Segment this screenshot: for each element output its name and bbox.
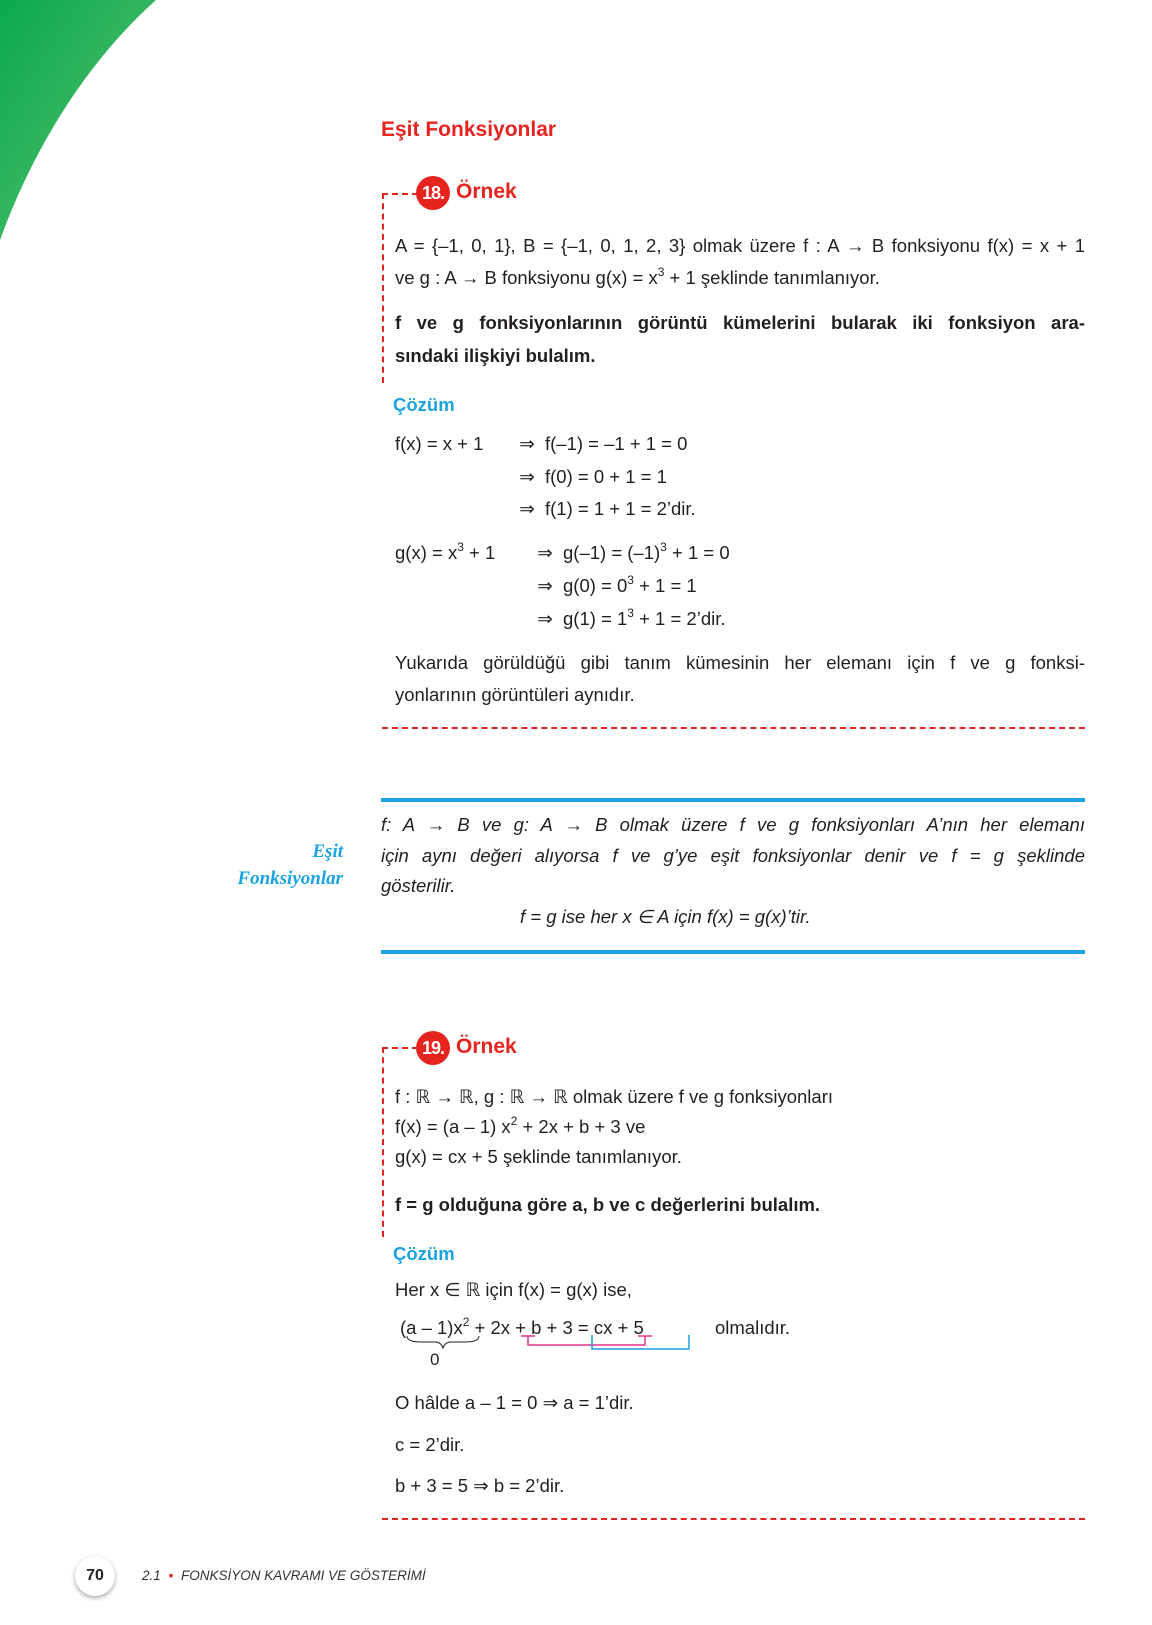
g-row	[527, 542, 730, 564]
implies-icon: ⇒	[519, 466, 535, 487]
f-row	[509, 466, 667, 488]
equation-suffix: olmalıdır.	[715, 1317, 791, 1338]
text: + 2x + b + 3 = cx + 5	[469, 1317, 644, 1338]
bullet-icon: •	[168, 1568, 174, 1583]
solution-label: Çözüm	[393, 394, 455, 415]
exponent: 3	[457, 540, 464, 554]
term-matching-brackets	[395, 1335, 715, 1365]
page-number: 70	[86, 1567, 104, 1584]
example-number-badge: 19.	[416, 1031, 450, 1065]
f-row	[509, 433, 687, 455]
exponent: 3	[660, 540, 667, 554]
text: + 1 = 2’dir.	[633, 608, 726, 629]
question-text: f ve g fonksiyonlarının görüntü kümelerini bularak iki fonksiyon ara-	[395, 312, 1085, 333]
definition-text: için aynı değeri alıyorsa f ve g’ye eşit fonksiyonlar denir ve f = g şeklinde	[381, 845, 1085, 866]
exponent: 3	[657, 265, 665, 279]
text: + 1 şeklinde tanımlanıyor.	[664, 267, 880, 288]
side-label: Eşit	[312, 841, 343, 862]
definition-text: f: A → B ve g: A → B olmak üzere f ve g fonksiyonları A’nın her elemanı	[381, 814, 1085, 835]
solution-step: O hâlde a – 1 = 0 ⇒ a = 1’dir.	[395, 1392, 634, 1413]
example-18-header	[416, 176, 517, 210]
text: f(–1) = –1 + 1 = 0	[545, 433, 688, 454]
solution-step: Her x ∈ ℝ için f(x) = g(x) ise,	[395, 1279, 632, 1300]
text: ve g : A → B fonksiyonu g(x) = x	[395, 267, 658, 288]
chapter-title: FONKSİYON KAVRAMI VE GÖSTERİMİ	[181, 1568, 426, 1583]
section-title: Eşit Fonksiyonlar	[381, 118, 557, 141]
exponent: 3	[627, 573, 634, 587]
text: + 1 = 0	[666, 542, 730, 563]
f-row	[509, 498, 696, 520]
solution-step: b + 3 = 5 ⇒ b = 2’dir.	[395, 1475, 565, 1496]
example-18-bottom-divider	[382, 727, 1085, 729]
example-label: Örnek	[456, 179, 517, 203]
given-text: g(x) = cx + 5 şeklinde tanımlanıyor.	[395, 1146, 682, 1167]
example-18-border	[382, 193, 384, 383]
given-text: f : ℝ → ℝ, g : ℝ → ℝ olmak üzere f ve g fonksiyonları	[395, 1086, 834, 1107]
implies-icon: ⇒	[519, 498, 535, 519]
example-19-bottom-divider	[382, 1518, 1085, 1520]
side-label: Fonksiyonlar	[237, 868, 343, 889]
example-19-border	[382, 1047, 384, 1237]
given-text	[395, 1116, 645, 1138]
solution-step: c = 2’dir.	[395, 1434, 465, 1455]
definition-top-rule	[381, 798, 1085, 802]
text: + 2x + b + 3 ve	[517, 1116, 646, 1137]
text: + 1 = 1	[633, 575, 697, 596]
conclusion-text: yonlarının görüntüleri aynıdır.	[395, 684, 635, 705]
g-definition	[395, 542, 495, 564]
text: g(x) = x	[395, 542, 458, 563]
definition-bottom-rule	[381, 950, 1085, 954]
question-text: f = g olduğuna göre a, b ve c değerlerini bulalım.	[395, 1194, 821, 1215]
solution-label: Çözüm	[393, 1243, 455, 1264]
given-text: A = {–1, 0, 1}, B = {–1, 0, 1, 2, 3} olmak üzere f : A → B fonksiyonu f(x) = x + 1	[395, 235, 1085, 256]
definition-formula: f = g ise her x ∈ A için f(x) = g(x)’tir.	[520, 906, 811, 927]
text: g(–1) = (–1)	[563, 542, 661, 563]
definition-text: gösterilir.	[381, 875, 456, 896]
text: (a – 1)x	[400, 1317, 463, 1338]
exponent: 3	[627, 606, 634, 620]
question-text: sındaki ilişkiyi bulalım.	[395, 345, 596, 366]
implies-icon: ⇒	[537, 608, 553, 629]
example-label: Örnek	[456, 1034, 517, 1058]
text: + 1	[463, 542, 496, 563]
example-19-header	[416, 1031, 517, 1065]
implies-icon: ⇒	[537, 542, 553, 563]
f-definition: f(x) = x + 1	[395, 433, 484, 454]
g-row	[527, 575, 697, 597]
implies-icon: ⇒	[519, 433, 535, 454]
example-number-badge: 18.	[416, 176, 450, 210]
running-footer	[142, 1568, 426, 1583]
corner-leaf-decoration	[0, 0, 170, 250]
conclusion-text: Yukarıda görüldüğü gibi tanım kümesinin her elemanı için f ve g fonksi-	[395, 652, 1085, 673]
g-row	[527, 608, 726, 630]
exponent: 2	[462, 1315, 470, 1329]
implies-icon: ⇒	[537, 575, 553, 596]
exponent: 2	[510, 1114, 518, 1128]
brace-value: 0	[430, 1350, 440, 1369]
text: g(0) = 0	[563, 575, 628, 596]
page-number-badge	[75, 1556, 115, 1596]
text: f(1) = 1 + 1 = 2’dir.	[545, 498, 696, 519]
text: g(1) = 1	[563, 608, 628, 629]
text: f(x) = (a – 1) x	[395, 1116, 511, 1137]
section-number: 2.1	[142, 1568, 161, 1583]
given-text	[395, 267, 880, 289]
text: f(0) = 0 + 1 = 1	[545, 466, 667, 487]
